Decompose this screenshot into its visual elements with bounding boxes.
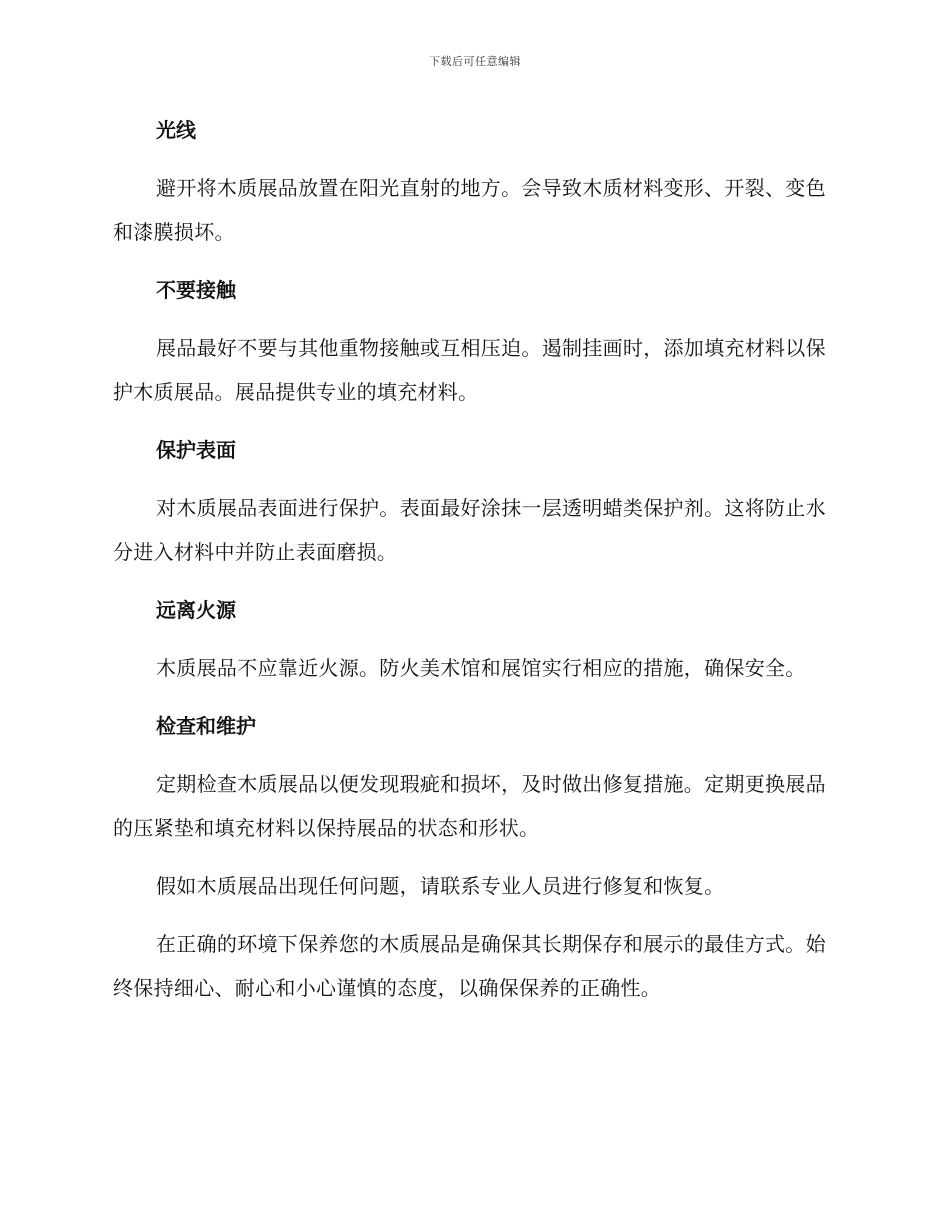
section-paragraph-inspection: 定期检查木质展品以便发现瑕疵和损坏，及时做出修复措施。定期更换展品的压紧垫和填充材料以保持展品的状态和形状。 [113,772,826,840]
closing-paragraph-contact: 假如木质展品出现任何问题，请联系专业人员进行修复和恢复。 [156,874,725,898]
section-paragraph-fire: 木质展品不应靠近火源。防火美术馆和展馆实行相应的措施，确保安全。 [156,656,806,680]
page-header: 下载后可任意编辑 [429,55,521,68]
section-heading-protect-surface: 保护表面 [156,438,236,462]
document-body [113,108,833,1024]
section-heading-fire: 远离火源 [156,598,236,622]
section-heading-light: 光线 [156,118,196,142]
section-paragraph-protect-surface: 对木质展品表面进行保护。表面最好涂抹一层透明蜡类保护剂。这将防止水分进入材料中并防止表面磨损。 [113,496,826,564]
section-heading-no-contact: 不要接触 [156,278,236,302]
section-heading-inspection: 检查和维护 [156,714,256,738]
closing-paragraph-summary: 在正确的环境下保养您的木质展品是确保其长期保存和展示的最佳方式。始终保持细心、耐心和小心谨慎的态度，以确保保养的正确性。 [113,932,826,1000]
section-paragraph-no-contact: 展品最好不要与其他重物接触或互相压迫。遏制挂画时，添加填充材料以保护木质展品。展品提供专业的填充材料。 [113,336,826,404]
section-paragraph-light: 避开将木质展品放置在阳光直射的地方。会导致木质材料变形、开裂、变色和漆膜损坏。 [113,176,826,244]
